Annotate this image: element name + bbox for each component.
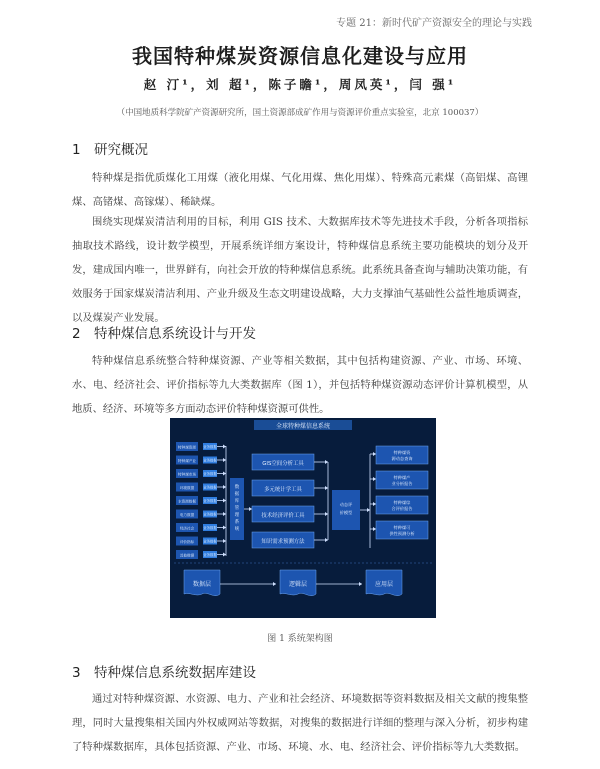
figure-banner-text: 全球特种煤信息系统 bbox=[275, 423, 331, 430]
section-title: 特种煤信息系统数据库建设 bbox=[94, 665, 256, 681]
section-1-heading bbox=[72, 138, 148, 158]
output-label: 供性预测分析 bbox=[389, 531, 415, 536]
dbms-char: 理 bbox=[234, 513, 240, 518]
tool-arrow-head bbox=[325, 512, 328, 516]
output-box bbox=[376, 521, 428, 539]
figure-caption: 图 1 系统架构图 bbox=[267, 634, 333, 644]
dbms-char: 库 bbox=[234, 499, 240, 504]
output-label: 合评价报告 bbox=[391, 506, 413, 511]
section-title: 特种煤信息系统设计与开发 bbox=[94, 326, 256, 342]
dbms-char: 数 bbox=[234, 485, 240, 490]
running-head: 专题 21：新时代矿产资源安全的理论与实践 bbox=[336, 18, 532, 29]
layer-label: 逻辑层 bbox=[288, 581, 308, 588]
system-architecture-figure bbox=[170, 418, 436, 618]
input-arrow-head bbox=[223, 472, 226, 476]
eval-label: 价模型 bbox=[339, 510, 353, 515]
output-label: 特种煤资 bbox=[393, 450, 411, 455]
layer-arrow-head bbox=[359, 582, 362, 586]
tool-arrow-head bbox=[325, 486, 328, 490]
output-box bbox=[376, 471, 428, 489]
input-label: 特种煤产业 bbox=[178, 459, 196, 463]
output-label: 特种煤综 bbox=[393, 500, 411, 505]
input-tag-text: 业务数据 bbox=[203, 499, 217, 503]
input-label: 电力数据 bbox=[179, 513, 195, 517]
input-label: 其他数据 bbox=[179, 553, 195, 558]
input-arrow-head bbox=[223, 458, 226, 462]
dbms-char: 系 bbox=[234, 520, 240, 525]
input-label: 评价指标 bbox=[179, 540, 195, 544]
section-3-heading bbox=[72, 661, 256, 681]
eval-label: 动态评 bbox=[339, 502, 353, 507]
tool-arrow-head bbox=[325, 460, 328, 464]
dbms-char: 管 bbox=[234, 506, 240, 511]
layer-label: 数据层 bbox=[192, 581, 212, 588]
section-number: 3 bbox=[72, 665, 81, 681]
input-tag-text: 业务数据 bbox=[203, 485, 217, 490]
input-arrow-head bbox=[223, 526, 226, 530]
input-label: 特种煤资源 bbox=[178, 445, 196, 450]
input-arrow-head bbox=[223, 553, 226, 557]
input-tag-text: 业务数据 bbox=[203, 445, 217, 449]
dbms-arrow-head bbox=[249, 507, 252, 511]
tool-label: 知识需求预测方法 bbox=[261, 539, 305, 545]
output-label: 特种煤可 bbox=[393, 525, 411, 530]
output-label: 业分析报告 bbox=[391, 481, 413, 486]
tool-arrow-head bbox=[325, 538, 328, 542]
input-tag-text: 业务数据 bbox=[203, 458, 217, 463]
input-arrow-head bbox=[223, 445, 226, 449]
output-arrow-head bbox=[373, 502, 376, 506]
input-arrow-head bbox=[223, 499, 226, 503]
author-list: 赵 汀¹，刘 超¹，陈子瞻¹，周凤英¹，闫 强¹ bbox=[143, 77, 457, 92]
input-label: 特种煤市场 bbox=[178, 472, 196, 477]
output-box bbox=[376, 446, 428, 464]
output-arrow-head bbox=[373, 452, 376, 456]
architecture-diagram bbox=[170, 418, 436, 618]
section-number: 1 bbox=[72, 142, 81, 158]
input-arrow-head bbox=[223, 485, 226, 489]
affiliation: （中国地质科学院矿产资源研究所，国土资源部成矿作用与资源评价重点实验室，北京 100037） bbox=[116, 108, 484, 118]
input-label: 环境数据 bbox=[179, 486, 195, 490]
output-arrow-head bbox=[373, 527, 376, 531]
layer-arrow-head bbox=[273, 582, 276, 586]
output-arrow-head bbox=[373, 477, 376, 481]
section-3-paragraph-1: 通过对特种煤资源、水资源、电力、产业和社会经济、环境数据等资料数据及相关文献的搜集整理，同时大量搜集相关国内外权威网站等数据，对搜集的数据进行详细的整理与深入分析，初步构建了特种煤数据库，具体包括资源、产业、市场、环境、水、电、经济社会、评价指标等九大类数据。 bbox=[72, 693, 528, 753]
output-label: 特种煤产 bbox=[393, 475, 411, 480]
section-1-paragraph-1: 特种煤是指优质煤化工用煤（液化用煤、气化用煤、焦化用煤）、特殊高元素煤（高铝煤、高锂煤、高锗煤、高镓煤）、稀缺煤。 bbox=[72, 172, 528, 208]
tool-label: 多元统计学工具 bbox=[264, 487, 302, 493]
input-label: 经济社会 bbox=[179, 526, 195, 531]
input-label: 水资源数据 bbox=[178, 499, 196, 504]
dbms-char: 据 bbox=[234, 492, 240, 497]
tool-label: 技术经济评价工具 bbox=[261, 513, 305, 519]
input-tag-text: 业务数据 bbox=[203, 472, 217, 476]
layer-label: 应用层 bbox=[374, 581, 394, 588]
dbms-char: 统 bbox=[234, 527, 240, 532]
paper-title: 我国特种煤炭资源信息化建设与应用 bbox=[132, 44, 468, 68]
section-number: 2 bbox=[72, 326, 81, 342]
input-arrow-head bbox=[223, 539, 226, 543]
input-tag-text: 业务数据 bbox=[203, 526, 217, 530]
input-tag-text: 业务数据 bbox=[203, 539, 217, 544]
input-arrow-head bbox=[223, 512, 226, 516]
section-2-heading bbox=[72, 322, 256, 342]
section-title: 研究概况 bbox=[94, 142, 148, 158]
tool-label: GIS空间分析工具 bbox=[262, 461, 304, 467]
input-tag-text: 业务数据 bbox=[203, 553, 217, 557]
output-label: 源动态查询 bbox=[391, 456, 413, 461]
input-tag-text: 业务数据 bbox=[203, 512, 217, 517]
eval-arrow-head bbox=[367, 508, 370, 512]
section-2-paragraph-1: 特种煤信息系统整合特种煤资源、产业等相关数据，其中包括构建资源、产业、市场、环境、水、电、经济社会、评价指标等九大类数据库（图 1），并包括特种煤资源动态评价计算机模型，从地质、经济、环境等多方面动态评价特种煤资源可供性。 bbox=[72, 355, 528, 415]
section-1-paragraph-2: 围绕实现煤炭清洁利用的目标，利用 GIS 技术、大数据库技术等先进技术手段，分析各项指标抽取技术路线，设计数学模型，开展系统详细方案设计，特种煤信息系统主要功能模块的划分及开发，建成国内唯一，世界鲜有，向社会开放的特种煤信息系统。此系统具备查询与辅助决策功能，有效服务于国家煤炭清洁利用、产业升级及生态文明建设战略，大力支撑油气基础性公益性地质调查，以及煤炭产业发展。 bbox=[72, 216, 528, 324]
output-box bbox=[376, 496, 428, 514]
